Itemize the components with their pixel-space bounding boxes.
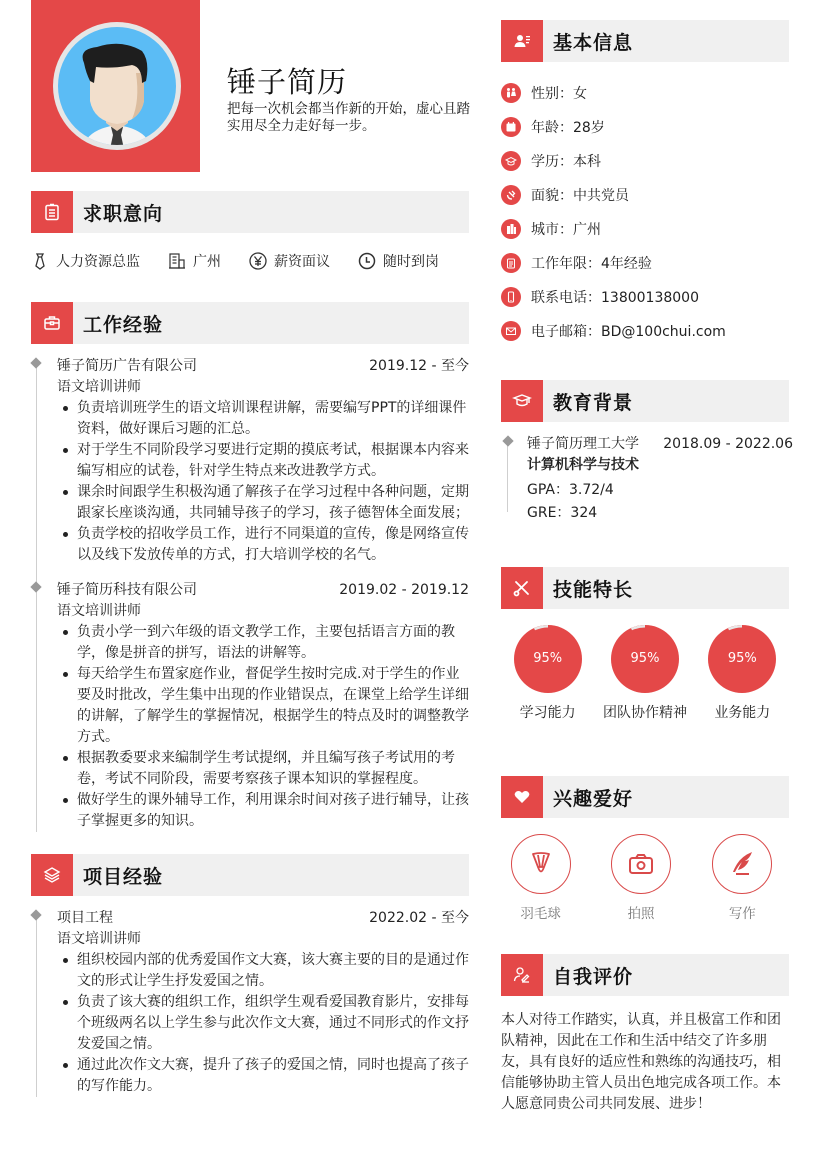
section-title: 自我评价 bbox=[553, 965, 634, 988]
yen-icon bbox=[249, 252, 267, 270]
work-entry bbox=[57, 356, 469, 566]
work-timeline bbox=[31, 356, 469, 832]
hobby-label: 羽毛球 bbox=[520, 906, 561, 922]
job-role: 语文培训讲师 bbox=[57, 603, 141, 619]
project-name: 项目工程 bbox=[57, 910, 113, 926]
left-column bbox=[31, 0, 469, 1111]
skill-label: 学习能力 bbox=[519, 705, 576, 721]
info-experience-years bbox=[501, 246, 789, 280]
section-title: 项目经验 bbox=[83, 865, 164, 888]
timeline-marker bbox=[30, 909, 41, 920]
section-title: 教育背景 bbox=[553, 391, 634, 414]
info-education bbox=[501, 144, 789, 178]
section-hobbies bbox=[501, 776, 789, 922]
duty-item: 做好学生的课外辅导工作，利用课余时间对孩子进行辅导，让孩子掌握更多的知识。 bbox=[57, 790, 469, 832]
motto: 把每一次机会都当作新的开始，虚心且踏实用尽全力走好每一步。 bbox=[227, 101, 470, 134]
gender-icon bbox=[501, 83, 521, 103]
section-header bbox=[31, 854, 469, 896]
tools-icon bbox=[501, 567, 543, 609]
duty-item: 负责学校的招收学员工作，进行不同渠道的宣传，像是网络宣传以及线下发放传单的方式，打大培训学校的名气。 bbox=[57, 524, 469, 566]
timeline-marker bbox=[30, 581, 41, 592]
duty-item: 根据教委要求来编制学生考试提纲，并且编写孩子考试用的考卷，考试不同阶段，需要考察孩子课本知识的掌握程度。 bbox=[57, 748, 469, 790]
intention-label: 人力资源总监 bbox=[56, 254, 140, 270]
section-education bbox=[501, 380, 793, 525]
period: 2019.12 - 至今 bbox=[369, 358, 469, 374]
section-header bbox=[501, 954, 789, 996]
section-title: 兴趣爱好 bbox=[553, 787, 634, 810]
work-entry bbox=[57, 580, 469, 832]
company-name: 锤子简历广告有限公司 bbox=[57, 358, 197, 374]
gre: GRE：324 bbox=[527, 505, 598, 521]
mail-icon bbox=[501, 321, 521, 341]
section-header bbox=[31, 302, 469, 344]
section-work bbox=[31, 302, 469, 832]
timeline-marker bbox=[502, 435, 513, 446]
camera-icon bbox=[627, 850, 655, 878]
project-role: 语文培训讲师 bbox=[57, 931, 141, 947]
calendar-icon bbox=[501, 117, 521, 137]
right-column bbox=[501, 0, 793, 1115]
skill-item bbox=[598, 625, 691, 722]
hobby-item bbox=[494, 834, 587, 922]
clock-icon bbox=[358, 252, 376, 270]
section-title: 基本信息 bbox=[553, 31, 634, 54]
intention-row bbox=[31, 249, 469, 273]
company-name: 锤子简历科技有限公司 bbox=[57, 582, 197, 598]
major: 计算机科学与技术 bbox=[527, 457, 639, 473]
section-header bbox=[501, 380, 789, 422]
skill-item bbox=[501, 625, 594, 722]
info-age bbox=[501, 110, 789, 144]
section-header bbox=[501, 20, 789, 62]
skill-value: 95% bbox=[533, 651, 563, 666]
info-label: 面貌：中共党员 bbox=[531, 188, 629, 204]
avatar bbox=[52, 21, 182, 151]
clipboard-icon bbox=[501, 253, 521, 273]
duty-item: 每天给学生布置家庭作业，督促学生按时完成.对于学生的作业要及时批改，学生集中出现的作业错误点，在课堂上给学生详细的讲解，了解学生的掌握情况，根据学生的特点及时的调整教学方式。 bbox=[57, 664, 469, 748]
intention-label: 广州 bbox=[193, 254, 221, 270]
project-timeline bbox=[31, 908, 469, 1097]
city-icon bbox=[501, 219, 521, 239]
avatar-panel bbox=[31, 0, 200, 172]
building-icon bbox=[168, 252, 186, 270]
skill-progress-ring bbox=[611, 625, 679, 693]
tie-icon bbox=[31, 252, 49, 270]
duty-list bbox=[57, 950, 469, 1097]
quill-icon bbox=[728, 850, 756, 878]
project-entry bbox=[57, 908, 469, 1097]
clipboard-icon bbox=[31, 191, 73, 233]
section-header bbox=[501, 776, 789, 818]
info-gender bbox=[501, 76, 789, 110]
party-emblem-icon bbox=[501, 185, 521, 205]
hobby-item bbox=[696, 834, 789, 922]
hobby-icon-circle bbox=[611, 834, 671, 894]
info-phone bbox=[501, 280, 789, 314]
self-evaluation-text: 本人对待工作踏实，认真，并且极富工作和团队精神，因此在工作和生活中结交了许多朋友，具有良好的适应性和熟练的沟通技巧，相信能够协助主管人员出色地完成各项工作。本人愿意同贵公司共同发展、进步！ bbox=[501, 1012, 781, 1112]
info-email bbox=[501, 314, 789, 348]
section-skills bbox=[501, 567, 789, 722]
hobby-icon-circle bbox=[511, 834, 571, 894]
info-label: 城市：广州 bbox=[531, 222, 601, 238]
period: 2019.02 - 2019.12 bbox=[339, 582, 469, 598]
period: 2018.09 - 2022.06 bbox=[663, 436, 793, 452]
section-header bbox=[31, 191, 469, 233]
graduation-cap-icon bbox=[501, 151, 521, 171]
section-intention bbox=[31, 191, 469, 273]
user-card-icon bbox=[501, 20, 543, 62]
hobby-label: 拍照 bbox=[627, 906, 655, 922]
school-name: 锤子简历理工大学 bbox=[527, 436, 639, 452]
section-title: 工作经验 bbox=[83, 313, 164, 336]
info-label: 性别：女 bbox=[531, 86, 587, 102]
intention-city bbox=[168, 251, 221, 271]
info-label: 工作年限：4年经验 bbox=[531, 256, 652, 272]
intention-availability bbox=[358, 251, 439, 271]
user-edit-icon bbox=[501, 954, 543, 996]
intention-label: 随时到岗 bbox=[383, 254, 439, 270]
skill-value: 95% bbox=[727, 651, 757, 666]
badminton-icon bbox=[527, 850, 555, 878]
timeline-line bbox=[36, 914, 37, 1097]
info-label: 年龄：28岁 bbox=[531, 120, 605, 136]
section-title: 求职意向 bbox=[83, 202, 164, 225]
hobby-icon-circle bbox=[712, 834, 772, 894]
skill-item bbox=[696, 625, 789, 722]
info-city bbox=[501, 212, 789, 246]
intention-position bbox=[31, 251, 140, 271]
hobby-item bbox=[594, 834, 687, 922]
section-project bbox=[31, 854, 469, 1097]
hobby-list bbox=[501, 834, 789, 922]
duty-item: 负责了该大赛的组织工作，组织学生观看爱国教育影片，安排每个班级两名以上学生参与此次作文大赛，通过不同形式的作文抒发爱国之情。 bbox=[57, 992, 469, 1055]
heart-icon bbox=[501, 776, 543, 818]
briefcase-icon bbox=[31, 302, 73, 344]
duty-item: 负责培训班学生的语文培训课程讲解，需要编写PPT的详细课件资料，做好课后习题的汇总。 bbox=[57, 398, 469, 440]
info-list bbox=[501, 76, 789, 348]
section-header bbox=[501, 567, 789, 609]
duty-item: 组织校园内部的优秀爱国作文大赛，该大赛主要的目的是通过作文的形式让学生抒发爱国之情。 bbox=[57, 950, 469, 992]
section-self-eval bbox=[501, 954, 789, 1115]
intention-salary bbox=[249, 251, 330, 271]
skill-label: 业务能力 bbox=[714, 705, 771, 721]
education-entry bbox=[501, 434, 793, 525]
timeline-line bbox=[507, 440, 508, 512]
resume-name: 锤子简历 bbox=[227, 65, 348, 99]
duty-item: 通过此次作文大赛，提升了孩子的爱国之情，同时也提高了孩子的写作能力。 bbox=[57, 1055, 469, 1097]
duty-item: 课余时间跟学生积极沟通了解孩子在学习过程中各种问题，定期跟家长座谈沟通，共同辅导孩子的学习，孩子德智体全面发展； bbox=[57, 482, 469, 524]
skill-value: 95% bbox=[630, 651, 660, 666]
skill-progress-ring bbox=[708, 625, 776, 693]
section-basic-info bbox=[501, 20, 789, 348]
skill-label: 团队协作精神 bbox=[602, 705, 687, 721]
duty-item: 负责小学一到六年级的语文教学工作，主要包括语言方面的教学，像是拼音的拼写，语法的讲解等。 bbox=[57, 622, 469, 664]
hobby-label: 写作 bbox=[728, 906, 756, 922]
duty-list bbox=[57, 622, 469, 832]
info-label: 学历：本科 bbox=[531, 154, 601, 170]
period: 2022.02 - 至今 bbox=[369, 910, 469, 926]
graduation-cap-icon bbox=[501, 380, 543, 422]
intention-label: 薪资面议 bbox=[274, 254, 330, 270]
gpa: GPA：3.72/4 bbox=[527, 482, 614, 498]
info-politics bbox=[501, 178, 789, 212]
profile-header bbox=[31, 0, 469, 172]
duty-list bbox=[57, 398, 469, 566]
layers-icon bbox=[31, 854, 73, 896]
info-label: 电子邮箱：BD@100chui.com bbox=[531, 324, 726, 340]
info-label: 联系电话：13800138000 bbox=[531, 290, 699, 306]
section-title: 技能特长 bbox=[553, 578, 634, 601]
duty-item: 对于学生不同阶段学习要进行定期的摸底考试，根据课本内容来编写相应的试卷，针对学生特点来改进教学方式。 bbox=[57, 440, 469, 482]
skill-progress-ring bbox=[514, 625, 582, 693]
phone-icon bbox=[501, 287, 521, 307]
skill-list bbox=[501, 625, 789, 722]
timeline-line bbox=[36, 362, 37, 832]
job-role: 语文培训讲师 bbox=[57, 379, 141, 395]
timeline-marker bbox=[30, 357, 41, 368]
